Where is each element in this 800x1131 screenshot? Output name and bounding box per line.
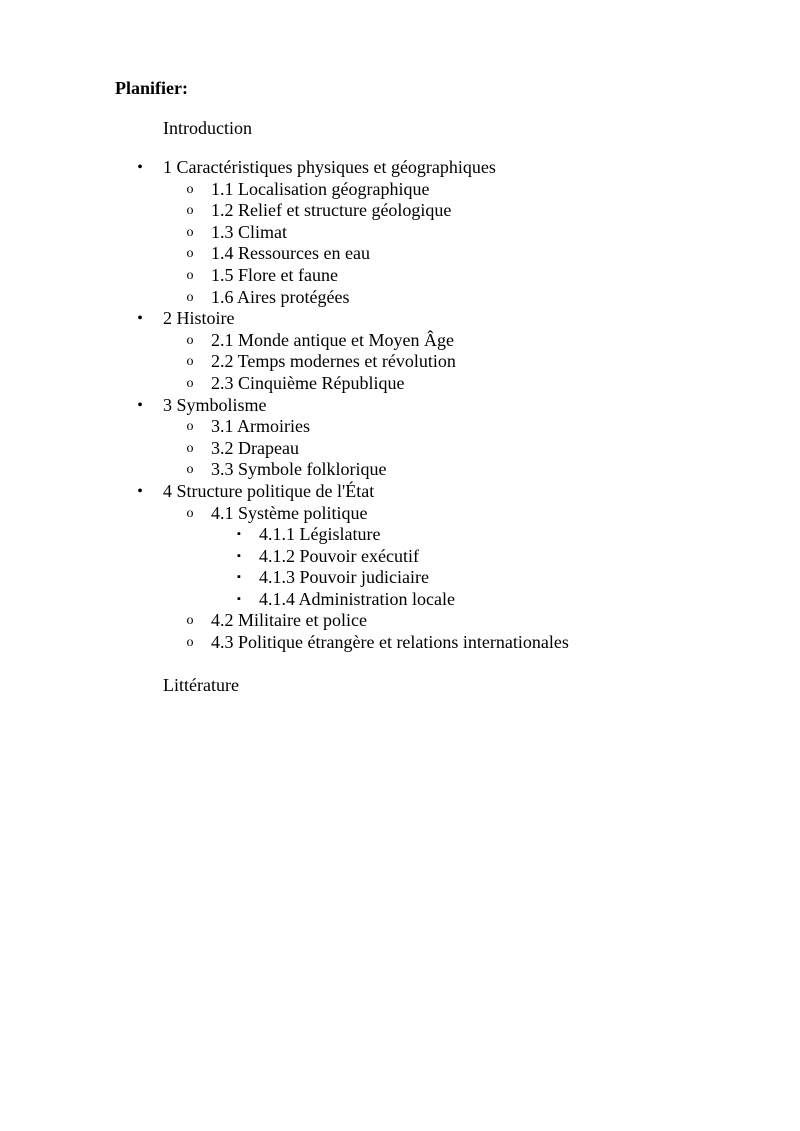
toc-item-label: 1 Caractéristiques physiques et géographiques (163, 157, 496, 177)
toc-item-label: 4.1.1 Législature (259, 524, 381, 545)
toc-item-level-1 (0, 157, 800, 179)
circle-bullet-icon: o (186, 440, 194, 456)
toc-item-level-2 (0, 503, 800, 525)
toc-item-label: 1.2 Relief et structure géologique (211, 200, 452, 221)
toc-item-level-2 (0, 373, 800, 395)
toc-item-label: 3.3 Symbole folklorique (211, 459, 387, 480)
table-of-contents (0, 157, 800, 654)
circle-bullet-icon: o (186, 246, 194, 262)
toc-item-level-2 (0, 287, 800, 309)
toc-item-level-1 (0, 481, 800, 503)
circle-bullet-icon: o (186, 181, 194, 197)
toc-item-level-2 (0, 610, 800, 632)
bullet-icon: • (137, 396, 143, 414)
toc-item-level-2 (0, 200, 800, 222)
toc-item-level-2 (0, 265, 800, 287)
square-bullet-icon: ▪ (237, 528, 241, 541)
square-bullet-icon: ▪ (237, 571, 241, 584)
circle-bullet-icon: o (186, 203, 194, 219)
toc-item-level-1 (0, 308, 800, 330)
toc-item-label: 2.2 Temps modernes et révolution (211, 351, 456, 372)
toc-item-level-2 (0, 416, 800, 438)
toc-item-label: 1.6 Aires protégées (211, 286, 350, 307)
introduction-paragraph: Introduction (163, 118, 252, 138)
toc-item-level-1 (0, 395, 800, 417)
toc-item-label: 4.3 Politique étrangère et relations internationales (211, 632, 569, 653)
toc-item-label: 4 Structure politique de l'État (163, 480, 375, 501)
circle-bullet-icon: o (186, 332, 194, 348)
circle-bullet-icon: o (186, 375, 194, 391)
bullet-icon: • (137, 482, 143, 500)
toc-item-level-2 (0, 243, 800, 265)
circle-bullet-icon: o (186, 354, 194, 370)
bullet-icon: • (137, 159, 143, 176)
toc-item-level-2 (0, 179, 800, 201)
toc-item-label: 3.2 Drapeau (211, 437, 299, 458)
plan-heading: Planifier: (115, 78, 188, 98)
toc-item-label: 2.3 Cinquième République (211, 372, 405, 393)
bullet-icon: • (137, 310, 143, 328)
toc-item-label: 4.1.4 Administration locale (259, 588, 455, 609)
toc-item-label: 4.2 Militaire et police (211, 610, 367, 631)
toc-item-level-3 (0, 524, 800, 546)
toc-item-label: 1.3 Climat (211, 221, 287, 242)
toc-item-label: 3.1 Armoiries (211, 416, 310, 437)
toc-item-level-2 (0, 351, 800, 373)
toc-item-label: 1.1 Localisation géographique (211, 178, 430, 199)
circle-bullet-icon: o (186, 505, 194, 521)
toc-item-level-3 (0, 589, 800, 611)
toc-item-level-3 (0, 567, 800, 589)
circle-bullet-icon: o (186, 224, 194, 240)
circle-bullet-icon: o (186, 289, 194, 305)
toc-item-label: 1.5 Flore et faune (211, 264, 338, 285)
toc-item-label: 1.4 Ressources en eau (211, 243, 370, 264)
circle-bullet-icon: o (186, 419, 194, 435)
circle-bullet-icon: o (186, 635, 194, 651)
toc-item-label: 4.1.3 Pouvoir judiciaire (259, 567, 429, 588)
toc-item-level-2 (0, 330, 800, 352)
square-bullet-icon: ▪ (237, 549, 241, 562)
toc-item-label: 3 Symbolisme (163, 394, 267, 415)
toc-item-level-2 (0, 438, 800, 460)
toc-item-level-2 (0, 632, 800, 654)
square-bullet-icon: ▪ (237, 592, 241, 605)
toc-item-label: 2.1 Monde antique et Moyen Âge (211, 329, 454, 350)
circle-bullet-icon: o (186, 462, 194, 478)
literature-paragraph: Littérature (163, 675, 239, 695)
toc-item-label: 2 Histoire (163, 308, 235, 329)
toc-item-label: 4.1 Système politique (211, 502, 368, 523)
toc-item-level-2 (0, 459, 800, 481)
toc-item-level-3 (0, 546, 800, 568)
circle-bullet-icon: o (186, 267, 194, 283)
circle-bullet-icon: o (186, 613, 194, 629)
toc-item-level-2 (0, 222, 800, 244)
toc-item-label: 4.1.2 Pouvoir exécutif (259, 545, 419, 566)
